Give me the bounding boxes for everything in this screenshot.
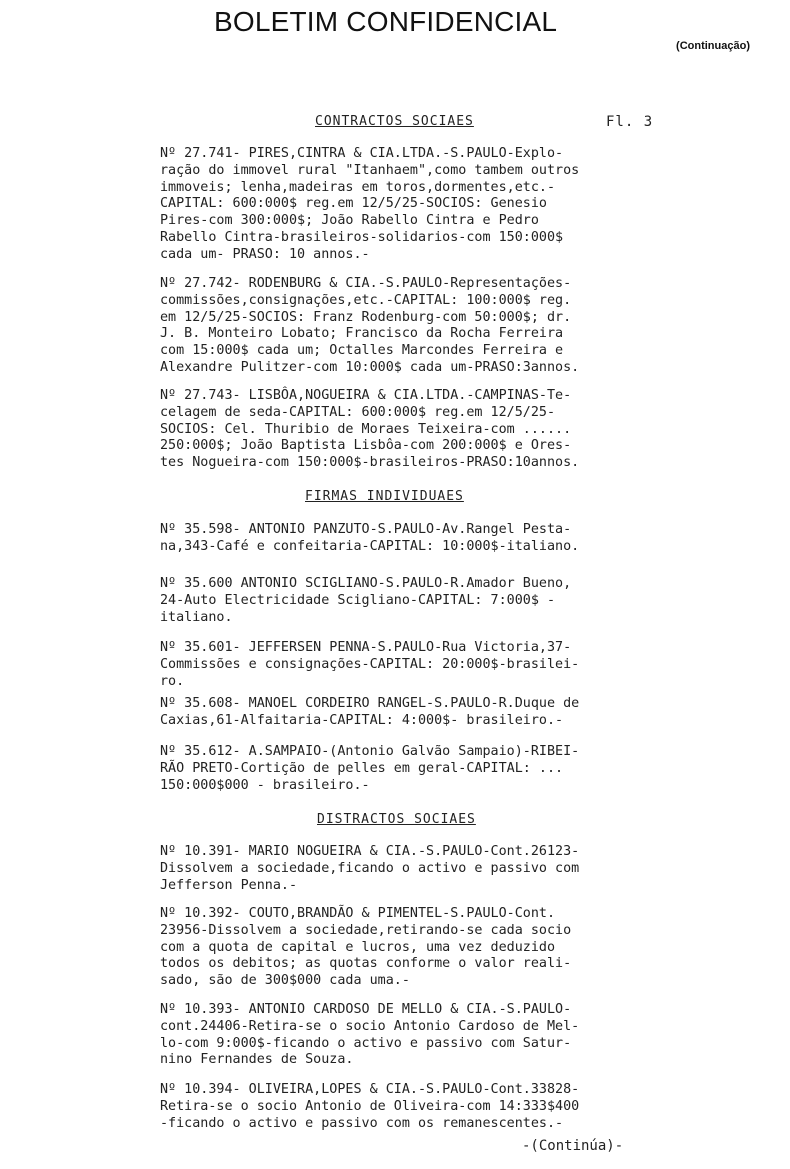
entry-line: immoveis; lenha,madeiras em toros,dormentes,etc.- (160, 179, 556, 195)
entry-line: Nº 10.394- OLIVEIRA,LOPES & CIA.-S.PAULO-Cont.33828- (160, 1082, 580, 1097)
entry-line: Nº 27.742- RODENBURG & CIA.-S.PAULO-Representações- (160, 276, 572, 291)
entry-line: nino Fernandes de Souza. (160, 1052, 354, 1068)
entry-line: Nº 35.600 ANTONIO SCIGLIANO-S.PAULO-R.Amador Bueno, (160, 576, 572, 591)
bulletin-title: BOLETIM CONFIDENCIAL (214, 6, 558, 37)
entry-line: Nº 35.612- A.SAMPAIO-(Antonio Galvão Sampaio)-RIBEI- (160, 744, 580, 759)
entry-line: ro. (160, 673, 185, 689)
entry-line: Nº 10.392- COUTO,BRANDÃO & PIMENTEL-S.PAULO-Cont. (160, 906, 556, 921)
entry-line: Nº 35.608- MANOEL CORDEIRO RANGEL-S.PAULO-R.Duque de (160, 696, 580, 711)
entry-line: -ficando o activo e passivo com os remanescentes.- (160, 1115, 564, 1131)
entry-line: CAPITAL: 600:000$ reg.em 12/5/25-SOCIOS: Genesio (160, 196, 547, 212)
entry-line: Alexandre Pulitzer-com 10:000$ cada um-PRASO:3annos. (160, 359, 580, 375)
entry-10391 (160, 844, 680, 894)
entry-line: Dissolvem a sociedade,ficando o activo e passivo com (160, 860, 580, 876)
entry-line: cada um- PRASO: 10 annos.- (160, 246, 370, 262)
entry-line: Rabello Cintra-brasileiros-solidarios-com 150:000$ (160, 229, 564, 245)
entry-line: Nº 35.598- ANTONIO PANZUTO-S.PAULO-Av.Rangel Pesta- (160, 522, 572, 537)
entry-line: Pires-com 300:000$; João Rabello Cintra e Pedro (160, 213, 539, 229)
entry-35601 (160, 640, 680, 690)
entry-line: Nº 27.741- PIRES,CINTRA & CIA.LTDA.-S.PAULO-Explo- (160, 146, 564, 161)
entry-line: italiano. (160, 609, 233, 625)
entry-line: na,343-Café e confeitaria-CAPITAL: 10:000$-italiano. (160, 538, 580, 554)
entry-line: lo-com 9:000$-ficando o activo e passivo com Satur- (160, 1035, 572, 1051)
entry-10392 (160, 906, 680, 990)
entry-line: com a quota de capital e lucros, uma vez deduzido (160, 939, 556, 955)
entry-line: Nº 10.391- MARIO NOGUEIRA & CIA.-S.PAULO-Cont.26123- (160, 844, 580, 859)
entry-line: 250:000$; João Baptista Lisbôa-com 200:000$ e Ores- (160, 438, 572, 454)
section-heading-distractos: DISTRACTOS SOCIAES (317, 812, 476, 827)
entry-35608 (160, 696, 680, 730)
entry-line: ração do immovel rural "Itanhaem",como tambem outros (160, 162, 580, 178)
entry-line: em 12/5/25-SOCIOS: Franz Rodenburg-com 50:000$; dr. (160, 309, 572, 325)
entry-line: sado, são de 300$000 cada uma.- (160, 973, 410, 989)
entry-27743 (160, 388, 680, 472)
entry-line: Nº 10.393- ANTONIO CARDOSO DE MELLO & CIA.-S.PAULO- (160, 1002, 572, 1017)
section-heading-firmas: FIRMAS INDIVIDUAES (305, 489, 464, 504)
entry-line: Caxias,61-Alfaitaria-CAPITAL: 4:000$- brasileiro.- (160, 712, 564, 728)
entry-line: Nº 35.601- JEFFERSEN PENNA-S.PAULO-Rua Victoria,37- (160, 640, 572, 655)
entry-10393 (160, 1002, 680, 1069)
entry-line: celagem de seda-CAPITAL: 600:000$ reg.em 12/5/25- (160, 404, 556, 420)
entry-line: Jefferson Penna.- (160, 877, 298, 893)
entry-line: tes Nogueira-com 150:000$-brasileiros-PRASO:10annos. (160, 455, 580, 471)
entry-line: todos os debitos; as quotas conforme o valor reali- (160, 956, 572, 972)
entry-line: 23956-Dissolvem a sociedade,retirando-se cada socio (160, 922, 572, 938)
entry-35612 (160, 744, 680, 794)
page-number: Fl. 3 (606, 114, 654, 130)
entry-line: com 15:000$ cada um; Octalles Marcondes Ferreira e (160, 343, 564, 359)
entry-line: Nº 27.743- LISBÔA,NOGUEIRA & CIA.LTDA.-CAMPINAS-Te- (160, 388, 572, 403)
section-heading-contractos: CONTRACTOS SOCIAES (315, 114, 474, 129)
continued-note: -(Continúa)- (522, 1138, 624, 1154)
continuation-label: (Continuação) (676, 40, 750, 52)
entry-27742 (160, 276, 680, 377)
entry-27741 (160, 146, 680, 264)
entry-10394 (160, 1082, 680, 1132)
entry-line: commissões,consignações,etc.-CAPITAL: 100:000$ reg. (160, 292, 572, 308)
entry-line: Retira-se o socio Antonio de Oliveira-com 14:333$400 (160, 1098, 580, 1114)
entry-line: cont.24406-Retira-se o socio Antonio Cardoso de Mel- (160, 1018, 580, 1034)
entry-line: SOCIOS: Cel. Thuribio de Moraes Teixeira-com ...... (160, 421, 572, 437)
entry-35598 (160, 522, 680, 556)
entry-line: J. B. Monteiro Lobato; Francisco da Rocha Ferreira (160, 326, 564, 342)
entry-line: 150:000$000 - brasileiro.- (160, 777, 370, 793)
entry-35600 (160, 576, 680, 626)
entry-line: Commissões e consignações-CAPITAL: 20:000$-brasilei- (160, 656, 580, 672)
entry-line: 24-Auto Electricidade Scigliano-CAPITAL: 7:000$ - (160, 592, 556, 608)
entry-line: RÃO PRETO-Cortição de pelles em geral-CAPITAL: ... (160, 760, 564, 776)
